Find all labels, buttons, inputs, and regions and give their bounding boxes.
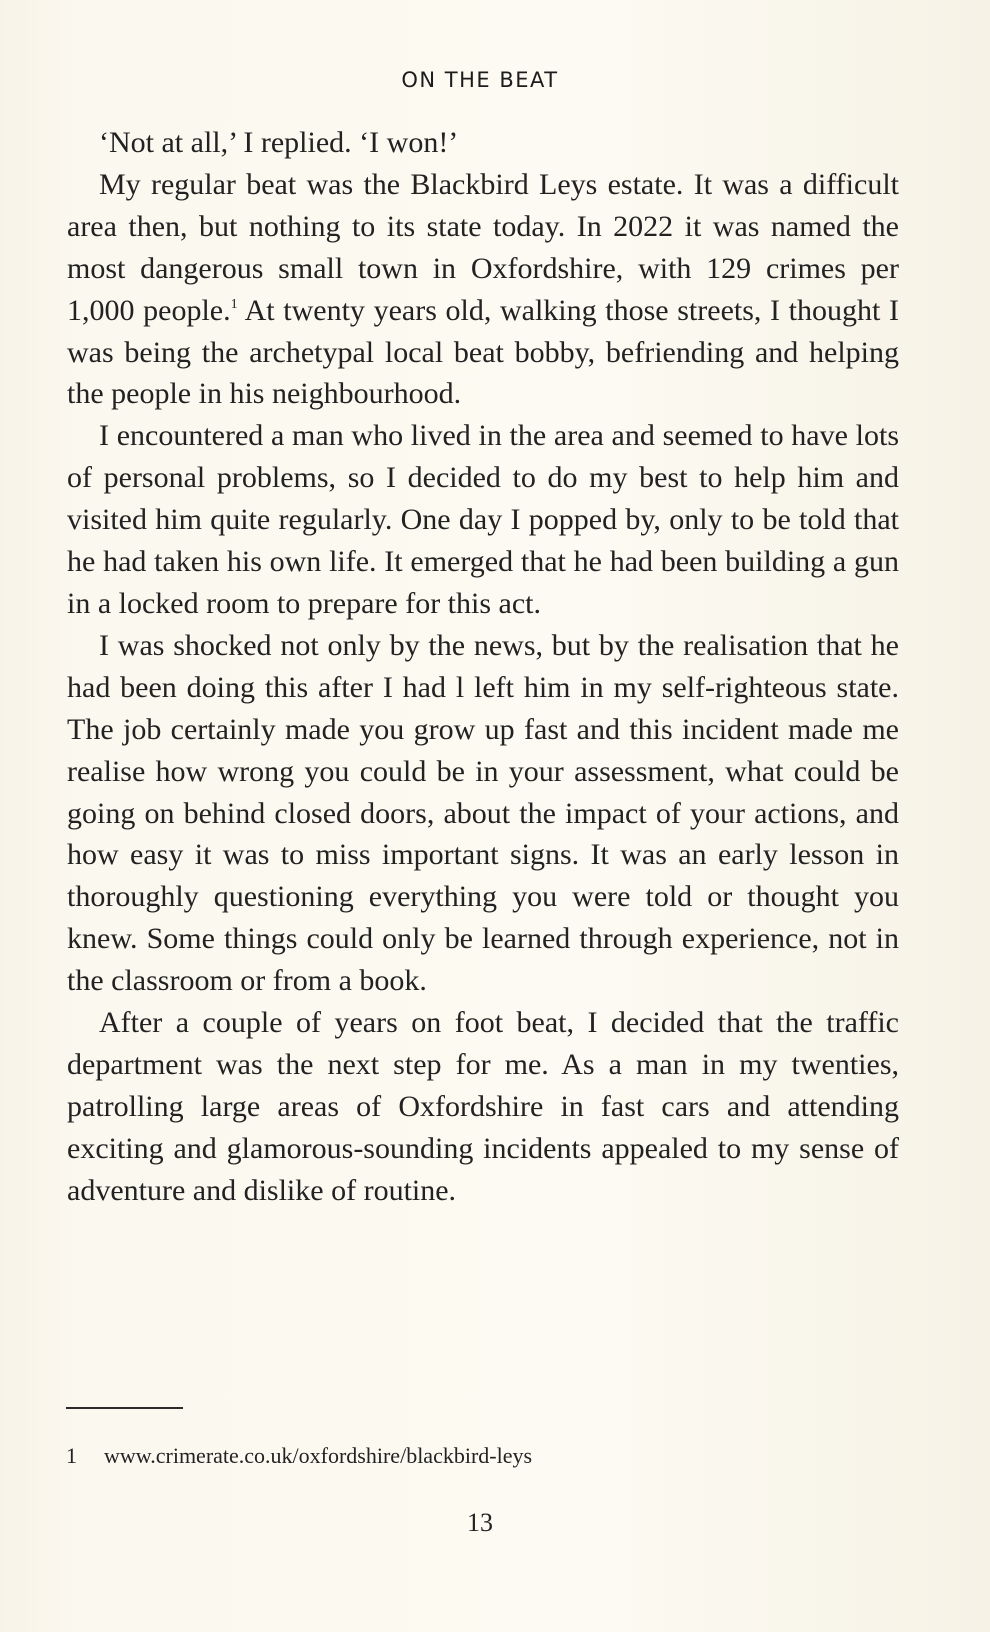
paragraph-1-text: My regular beat was the Blackbird Leys estate. It was a difficult area then, but nothing to its state today. In 2022 it was named the most dangerous small town in Oxfordshire, with 129 crimes per 1,000 people. [67, 167, 899, 327]
footnote-number: 1 [66, 1443, 77, 1468]
body-text [67, 122, 899, 1212]
paragraph-3: I was shocked not only by the news, but by the realisation that he had been doing this after I had l left him in my self-righteous state. The job certainly made you grow up fast and this incident made me realise how wrong you could be in your assessment, what could be going on behind closed doors, about the impact of your actions, and how easy it was to miss important signs. It was an early lesson in thoroughly questioning everything you were told or thought you knew. Some things could only be learned through experience, not in the classroom or from a book. [67, 628, 899, 998]
footnote-marker: 1 [230, 296, 238, 312]
footnote-rule [66, 1407, 183, 1409]
paragraph-0: ‘Not at all,’ I replied. ‘I won!’ [99, 126, 459, 159]
page-number: 13 [467, 1508, 493, 1537]
footnote-text: www.crimerate.co.uk/oxfordshire/blackbird-leys [104, 1443, 533, 1468]
running-head: ON THE BEAT [401, 68, 559, 92]
paragraph-4: After a couple of years on foot beat, I decided that the traffic department was the next step for me. As a man in my twenties, patrolling large areas of Oxfordshire in fast cars and attending exciting and glamorous-sounding incidents appealed to my sense of adventure and dislike of routine. [67, 1006, 899, 1207]
paragraph-2: I encountered a man who lived in the area and seemed to have lots of personal problems, so I decided to do my best to help him and visited him quite regularly. One day I popped by, only to be told that he had taken his own life. It emerged that he had been building a gun in a locked room to prepare for this act. [67, 419, 899, 620]
paragraph-1 [67, 164, 899, 415]
paragraph-1-continuation: At twenty years old, walking those streets, I thought I was being the archetypal local beat bobby, befriending and helping the people in his neighbourhood. [67, 293, 899, 411]
footnote [66, 1442, 896, 1470]
